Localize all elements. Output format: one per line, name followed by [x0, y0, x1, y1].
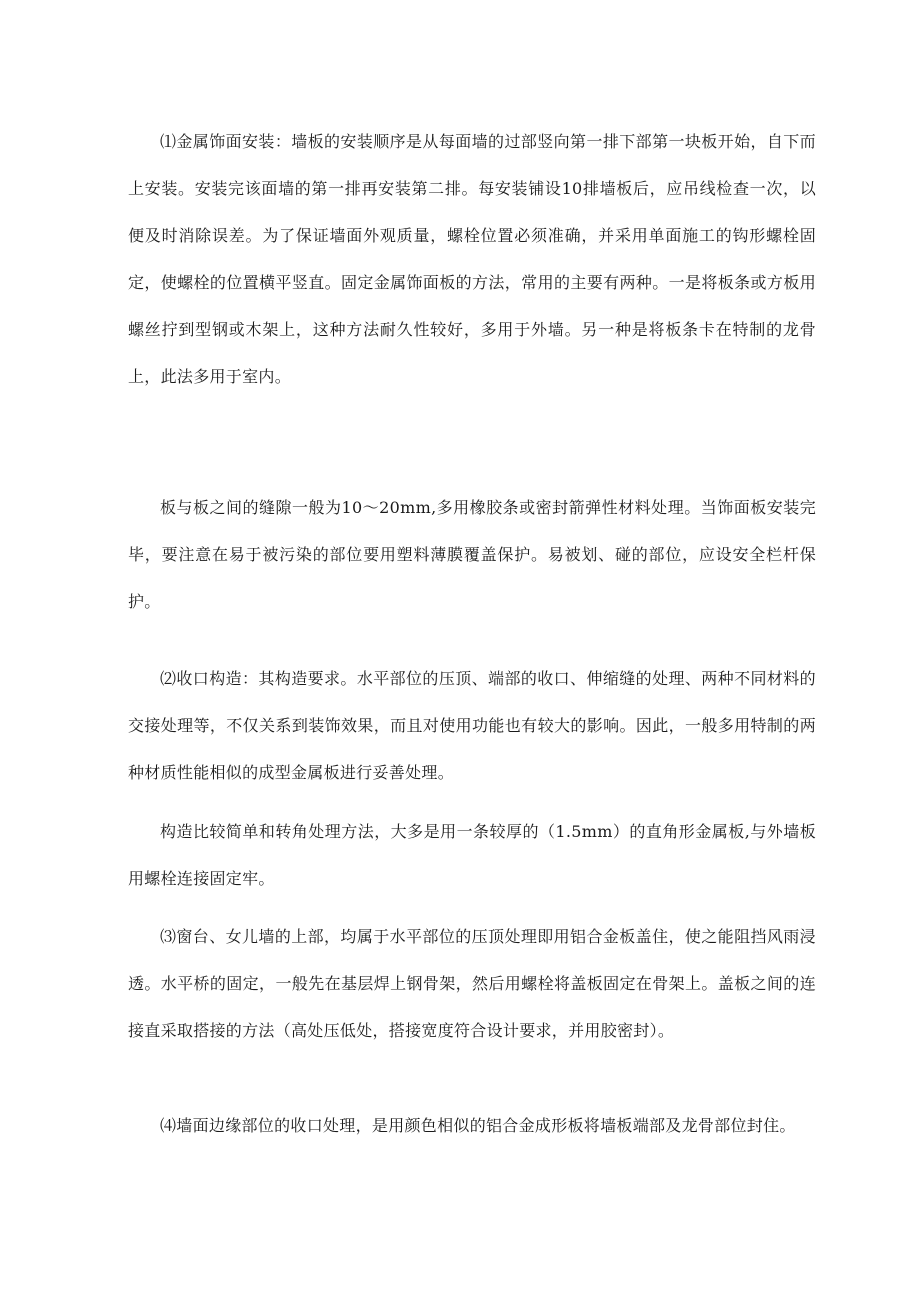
paragraph-panel-joints: 板与板之间的缝隙一般为10～20mm,多用橡胶条或密封箭弹性材料处理。当饰面板安装完毕，要注意在易于被污染的部位要用塑料薄膜覆盖保护。易被划、碰的部位，应设安全栏杆保护。 [128, 498, 816, 611]
paragraph-windowsill-parapet-coping: ⑶窗台、女儿墙的上部，均属于水平部位的压顶处理即用铝合金板盖住，使之能阻挡风雨浸透。水平桥的固定，一般先在基层焊上钢骨架，然后用螺栓将盖板固定在骨架上。盖板之间的连接直采取搭接的方法（高处压低处，搭接宽度符合设计要求，并用胶密封）。 [128, 927, 816, 1040]
paragraph-corner-treatment: 构造比较简单和转角处理方法，大多是用一条较厚的（1.5mm）的直角形金属板,与外墙板用螺栓连接固定牢。 [128, 822, 816, 888]
paragraph-wall-edge-closure: ⑷墙面边缘部位的收口处理，是用颜色相似的铝合金成形板将墙板端部及龙骨部位封住。 [160, 1116, 796, 1135]
paragraph-edge-closure-construction: ⑵收口构造：其构造要求。水平部位的压顶、端部的收口、伸缩缝的处理、两种不同材料的交接处理等，不仅关系到装饰效果，而且对使用功能也有较大的影响。因此，一般多用特制的两种材质性能相似的成型金属板进行妥善处理。 [128, 669, 816, 782]
paragraph-metal-facing-installation: ⑴金属饰面安装：墙板的安装顺序是从每面墙的过部竖向第一排下部第一块板开始，自下而上安装。安装完该面墙的第一排再安装第二排。每安装铺设10排墙板后，应吊线检查一次，以便及时消除误差。为了保证墙面外观质量，螺栓位置必须准确，并采用单面施工的钩形螺栓固定，使螺栓的位置横平竖直。固定金属饰面板的方法，常用的主要有两种。一是将板条或方板用螺丝拧到型钢或木架上，这种方法耐久性较好，多用于外墙。另一种是将板条卡在特制的龙骨上，此法多用于室内。 [128, 132, 816, 386]
